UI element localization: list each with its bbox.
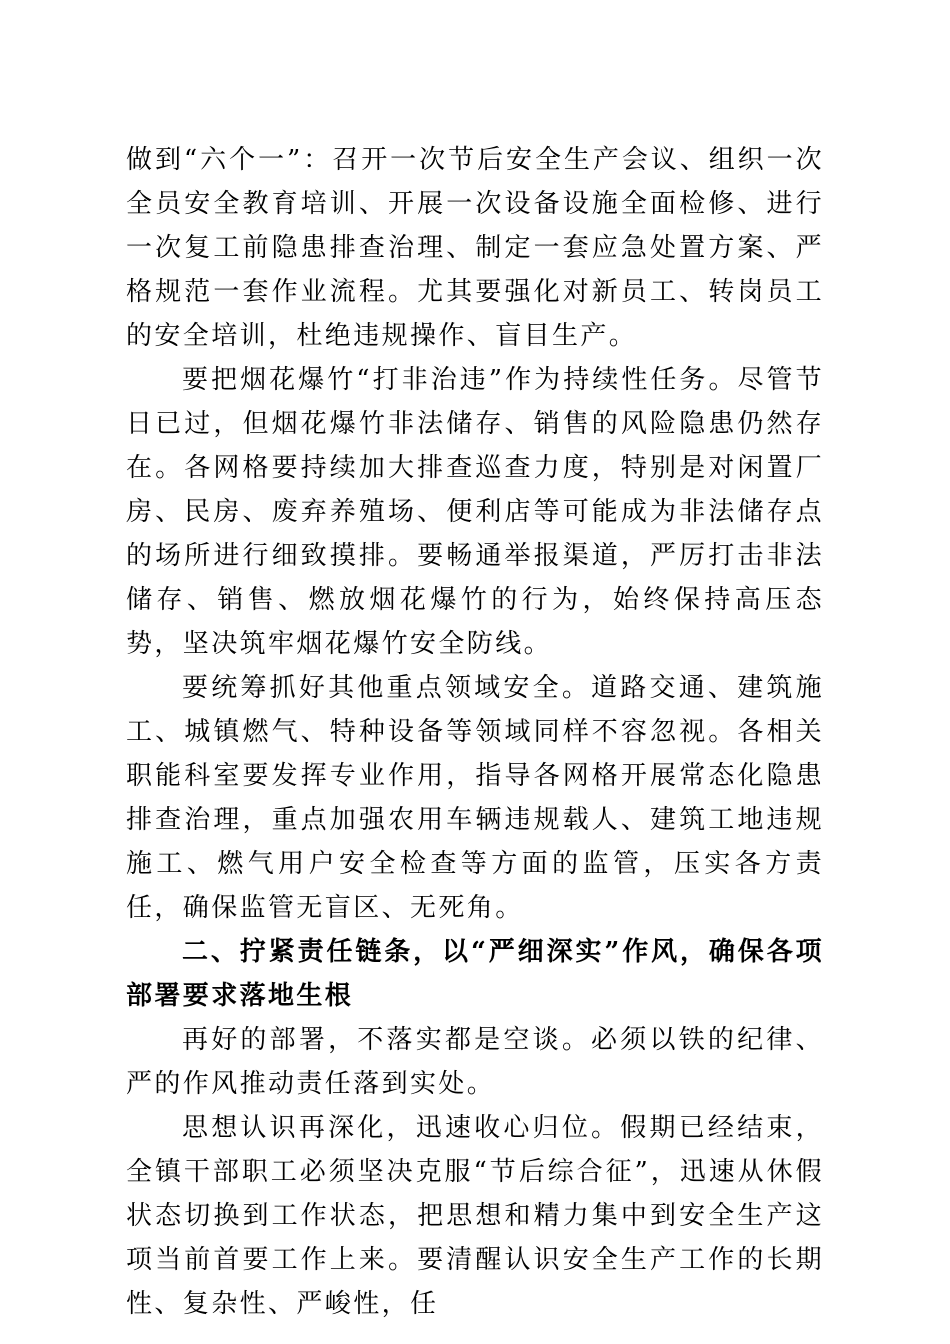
paragraph-six-ones: 做到“六个一”：召开一次节后安全生产会议、组织一次全员安全教育培训、开展一次设备设施全面检修、进行一次复工前隐患排查治理、制定一套应急处置方案、严格规范一套作业流程。尤其要强化对新员工、转岗员工的安全培训，杜绝违规操作、盲目生产。 <box>126 145 824 351</box>
paragraph-other-key-areas: 要统筹抓好其他重点领域安全。道路交通、建筑施工、城镇燃气、特种设备等领域同样不容忽视。各相关职能科室要发挥专业作用，指导各网格开展常态化隐患排查治理，重点加强农用车辆违规载人、建筑工地违规施工、燃气用户安全检查等方面的监管，压实各方责任，确保监管无盲区、无死角。 <box>126 673 824 923</box>
paragraph-mindset: 思想认识再深化，迅速收心归位。假期已经结束，全镇干部职工必须坚决克服“节后综合征”，迅速从休假状态切换到工作状态，把思想和精力集中到安全生产这项当前首要工作上来。要清醒认识安全生产工作的长期性、复杂性、严峻性，任 <box>126 1113 824 1319</box>
paragraph-implementation: 再好的部署，不落实都是空谈。必须以铁的纪律、严的作风推动责任落到实处。 <box>126 1025 824 1099</box>
section-heading-two: 二、拧紧责任链条，以“严细深实”作风，确保各项部署要求落地生根 <box>126 937 824 1011</box>
paragraph-fireworks: 要把烟花爆竹“打非治违”作为持续性任务。尽管节日已过，但烟花爆竹非法储存、销售的风险隐患仍然存在。各网格要持续加大排查巡查力度，特别是对闲置厂房、民房、废弃养殖场、便利店等可能成为非法储存点的场所进行细致摸排。要畅通举报渠道，严厉打击非法储存、销售、燃放烟花爆竹的行为，始终保持高压态势，坚决筑牢烟花爆竹安全防线。 <box>126 365 824 659</box>
